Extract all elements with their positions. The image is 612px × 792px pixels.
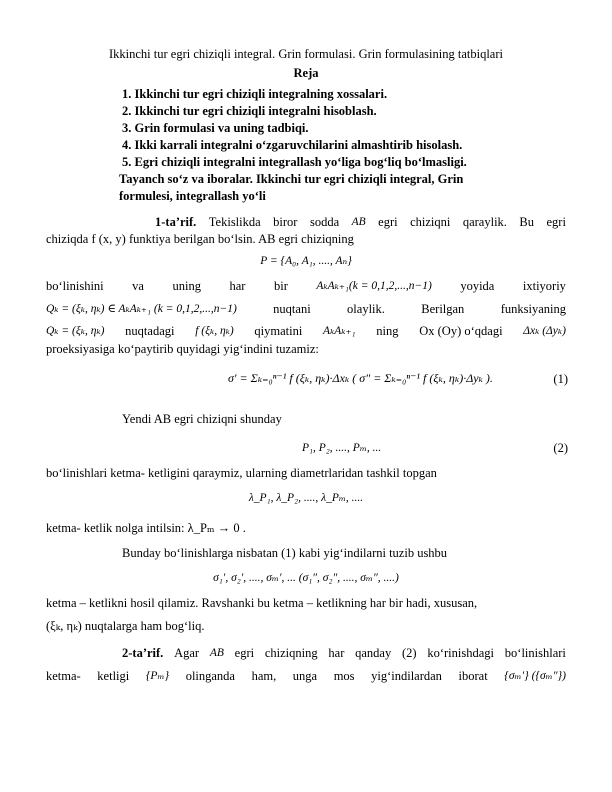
equation-number: (2)	[553, 441, 568, 455]
word: ning	[376, 324, 399, 338]
word: yoyida	[460, 279, 495, 293]
word: qiymatini	[254, 324, 303, 338]
plan-item: 3. Grin formulasi va uning tadbiqi.	[122, 121, 309, 135]
math-expression: {Pₘ}	[145, 670, 170, 682]
word: uning	[172, 279, 201, 293]
word: nuqtani	[273, 302, 311, 316]
word: olaylik.	[347, 302, 385, 316]
def1-label: 1-ta’rif.	[155, 215, 197, 229]
word: chiziqni	[410, 215, 451, 229]
word: Ox (Oy) o‘qdagi	[419, 324, 503, 338]
def1-line3	[46, 279, 566, 294]
word: Tekislikda	[208, 215, 261, 229]
word: egri	[546, 215, 566, 229]
def1-line1	[155, 215, 566, 230]
plan-item: 2. Ikkinchi tur egri chiziqli integralni hisoblash.	[122, 104, 377, 118]
word: chiziqning	[264, 646, 318, 660]
math-expression: AₖAₖ₊₁	[323, 325, 356, 337]
word: har	[229, 279, 246, 293]
math-symbol: AB	[351, 216, 366, 228]
word: Agar	[174, 646, 200, 660]
plan-item: 5. Egri chiziqli integralni integrallash yo‘liga bog‘liq bo‘lmasligi.	[122, 155, 467, 169]
word: Bu	[519, 215, 535, 229]
word: olinganda	[185, 669, 235, 683]
sigma-text: ketma – ketlikni hosil qilamiz. Ravshanki bu ketma – ketlikning har bir hadi, xususan,	[46, 596, 478, 610]
math-expression: {σₘ′} ({σₘ″})	[504, 670, 566, 682]
seq-text: bo‘linishlari ketma- ketligini qaraymiz, ularning diametrlaridan tashkil topgan	[46, 466, 437, 480]
word: ko‘rinishdagi	[427, 646, 495, 660]
document-title: Ikkinchi tur egri chiziqli integral. Grin formulasi. Grin formulasining tatbiqlari	[108, 47, 503, 61]
math-expression: Qₖ = (ξₖ, ηₖ)	[46, 325, 105, 337]
word: mos	[333, 669, 355, 683]
word: nuqtadagi	[125, 324, 175, 338]
math-expression: Δxₖ (Δyₖ)	[523, 325, 566, 337]
word: qaraylik.	[462, 215, 507, 229]
seq-formula: P₁, P₂, ...., Pₘ, ...	[302, 442, 382, 454]
lambda-formula: λ_P₁, λ_P₂, ...., λ_Pₘ, ....	[248, 492, 364, 504]
def1-line4	[46, 302, 566, 317]
sum-formula: σ′ = Σₖ₌₀ⁿ⁻¹ f (ξₖ, ηₖ)·Δxₖ ( σ″ = Σₖ₌₀ⁿ⁻¹ f (ξₖ, ηₖ)·Δyₖ ).	[228, 371, 493, 385]
seq-intro: Yendi AB egri chiziqni shunday	[122, 412, 282, 426]
math-expression: AₖAₖ₊₁(k = 0,1,2,...,n−1)	[316, 280, 432, 292]
word: qanday	[355, 646, 392, 660]
word: unga	[292, 669, 318, 683]
word: yig‘indilardan	[371, 669, 442, 683]
word: funksiyaning	[500, 302, 566, 316]
keywords-line: Tayanch so‘z va iboralar. Ikkinchi tur egri chiziqli integral, Grin	[119, 172, 464, 186]
plan-item: 4. Ikki karrali integralni o‘zgaruvchilarini almashtirib hisolash.	[122, 138, 463, 152]
word: bo‘linishlari	[504, 646, 566, 660]
word: iborat	[458, 669, 488, 683]
word: Berilgan	[421, 302, 465, 316]
plan-heading: Reja	[293, 66, 319, 80]
word: ham,	[251, 669, 277, 683]
partition-formula: P = {A₀, A₁, ...., Aₙ}	[260, 255, 352, 267]
def1-line2: chiziqda f (x, y) funktiya berilgan bo‘lsin. AB egri chiziqning	[46, 232, 354, 246]
word: bir	[273, 279, 288, 293]
word: (2)	[402, 646, 417, 660]
math-expression: Qₖ = (ξₖ, ηₖ) ∈ AₖAₖ₊₁ (k = 0,1,2,...,n−1)	[46, 303, 237, 315]
word: ixtiyoriy	[522, 279, 566, 293]
word: sodda	[309, 215, 340, 229]
def2-line2	[46, 669, 566, 684]
keywords-line: formulesi, integrallash yo‘li	[119, 189, 266, 203]
sigma-formula: σ₁′, σ₂′, ...., σₘ′, ... (σ₁″, σ₂″, ...., σₘ″, ....)	[213, 572, 399, 584]
def1-line6: proeksiyasiga ko‘paytirib quyidagi yig‘indini tuzamiz:	[46, 342, 319, 356]
sigma-intro: Bunday bo‘linishlarga nisbatan (1) kabi yig‘indilarni tuzib ushbu	[122, 546, 448, 560]
word: egri	[234, 646, 255, 660]
word: biror	[273, 215, 298, 229]
def2-label: 2-ta’rif.	[122, 646, 164, 660]
math-expression: f (ξₖ, ηₖ)	[195, 325, 234, 337]
plan-item: 1. Ikkinchi tur egri chiziqli integralning xossalari.	[122, 87, 388, 101]
sigma-text: (ξₖ, ηₖ) nuqtalarga ham bog‘liq.	[46, 619, 205, 633]
def2-line1	[122, 646, 566, 661]
math-symbol: AB	[209, 647, 224, 659]
word: bo‘linishini	[46, 279, 104, 293]
word: va	[132, 279, 144, 293]
word: har	[328, 646, 345, 660]
def1-line5	[46, 324, 566, 339]
word: egri	[378, 215, 398, 229]
word: ketma-	[46, 669, 81, 683]
equation-number: (1)	[553, 372, 568, 386]
word: ketligi	[97, 669, 130, 683]
lambda-text: ketma- ketlik nolga intilsin: λ_Pₘ → 0 .	[46, 521, 246, 535]
